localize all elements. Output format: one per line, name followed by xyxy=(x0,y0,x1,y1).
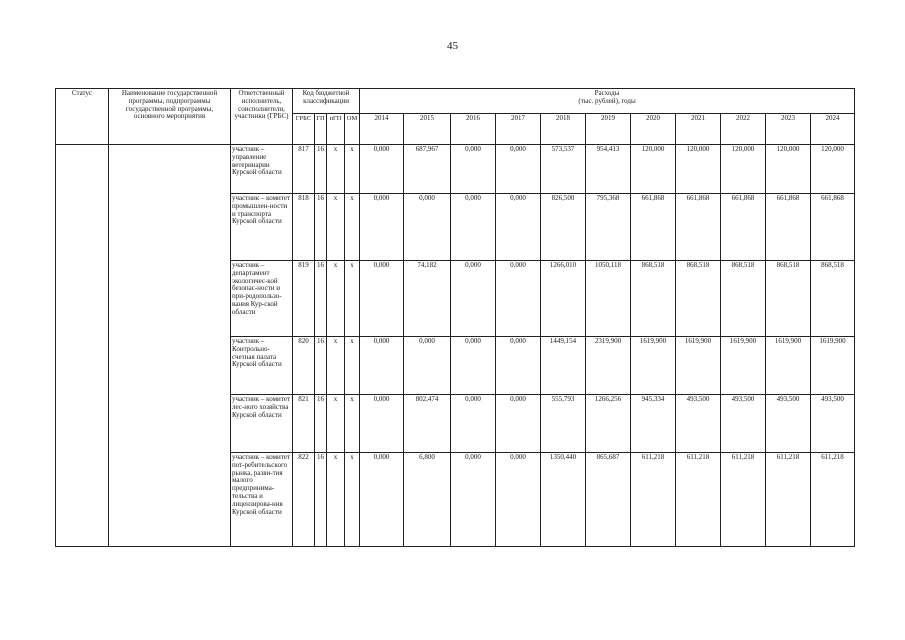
pgp-code: x xyxy=(327,194,345,261)
pgp-code: x xyxy=(327,395,345,453)
expense-value: 0,000 xyxy=(451,145,496,194)
gp-code: 16 xyxy=(315,194,327,261)
executor-cell: участник – Контрольно-счетная палата Курской области xyxy=(231,337,293,395)
expense-value: 0,000 xyxy=(451,395,496,453)
header-year: 2017 xyxy=(496,114,541,145)
expense-value: 954,413 xyxy=(586,145,631,194)
executor-cell: участник – департамент экологичес-кой безопас-ности и при-родопользо-вания Кур-ской области xyxy=(231,261,293,337)
expense-value: 687,967 xyxy=(404,145,451,194)
expense-value: 120,000 xyxy=(811,145,855,194)
gp-code: 16 xyxy=(315,261,327,337)
expense-value: 826,500 xyxy=(541,194,586,261)
expense-value: 611,218 xyxy=(676,453,721,547)
expense-value: 74,182 xyxy=(404,261,451,337)
pgp-code: x xyxy=(327,337,345,395)
expense-value: 0,000 xyxy=(404,194,451,261)
expense-value: 0,000 xyxy=(496,145,541,194)
program-name-cell xyxy=(109,145,231,547)
expense-value: 0,000 xyxy=(451,261,496,337)
om-code: x xyxy=(345,194,360,261)
expense-value: 2319,900 xyxy=(586,337,631,395)
header-year: 2023 xyxy=(766,114,811,145)
expense-value: 493,500 xyxy=(721,395,766,453)
header-year: 2016 xyxy=(451,114,496,145)
header-year: 2020 xyxy=(631,114,676,145)
pgp-code: x xyxy=(327,453,345,547)
expense-value: 661,868 xyxy=(811,194,855,261)
budget-table xyxy=(55,88,855,547)
expense-value: 1266,010 xyxy=(541,261,586,337)
expense-value: 0,000 xyxy=(496,194,541,261)
expense-value: 0,000 xyxy=(360,194,404,261)
pgp-code: x xyxy=(327,145,345,194)
grbs-code: 818 xyxy=(293,194,315,261)
gp-code: 16 xyxy=(315,453,327,547)
header-year: 2021 xyxy=(676,114,721,145)
header-year: 2022 xyxy=(721,114,766,145)
header-code-gp: ГП xyxy=(315,114,327,145)
expense-value: 661,868 xyxy=(676,194,721,261)
expense-value: 1266,256 xyxy=(586,395,631,453)
grbs-code: 817 xyxy=(293,145,315,194)
gp-code: 16 xyxy=(315,395,327,453)
expense-value: 0,000 xyxy=(451,194,496,261)
expense-value: 0,000 xyxy=(360,261,404,337)
header-code-grbs: ГРБС xyxy=(293,114,315,145)
expense-value: 0,000 xyxy=(451,337,496,395)
expense-value: 611,218 xyxy=(811,453,855,547)
header-year: 2019 xyxy=(586,114,631,145)
executor-cell: участник – комитет пот-ребительского рынка, разви-тия малого предпринима-тельства и лицензирова-ния Курской области xyxy=(231,453,293,547)
header-row-1 xyxy=(56,89,855,114)
om-code: x xyxy=(345,337,360,395)
expense-value: 0,000 xyxy=(496,453,541,547)
expense-value: 1619,900 xyxy=(631,337,676,395)
header-expenses: Расходы (тыс. рублей), годы xyxy=(360,89,855,114)
status-cell xyxy=(56,145,109,547)
expense-value: 0,000 xyxy=(451,453,496,547)
expense-value: 0,000 xyxy=(360,395,404,453)
header-executor: Ответственный исполнитель, соисполнители, участники (ГРБС) xyxy=(231,89,293,145)
expense-value: 661,868 xyxy=(721,194,766,261)
expense-value: 493,500 xyxy=(676,395,721,453)
expense-value: 1619,900 xyxy=(676,337,721,395)
header-code-om: ОМ xyxy=(345,114,360,145)
expense-value: 865,687 xyxy=(586,453,631,547)
header-year: 2015 xyxy=(404,114,451,145)
expense-value: 802,474 xyxy=(404,395,451,453)
om-code: x xyxy=(345,145,360,194)
expense-value: 1619,900 xyxy=(811,337,855,395)
executor-cell: участник – комитет промышлен-ности и транспорта Курской области xyxy=(231,194,293,261)
expense-value: 120,000 xyxy=(631,145,676,194)
expense-value: 611,218 xyxy=(766,453,811,547)
om-code: x xyxy=(345,395,360,453)
header-year: 2018 xyxy=(541,114,586,145)
expense-value: 0,000 xyxy=(360,453,404,547)
gp-code: 16 xyxy=(315,337,327,395)
expense-value: 493,500 xyxy=(811,395,855,453)
expense-value: 868,518 xyxy=(631,261,676,337)
expense-value: 0,000 xyxy=(360,337,404,395)
grbs-code: 820 xyxy=(293,337,315,395)
grbs-code: 822 xyxy=(293,453,315,547)
header-year: 2024 xyxy=(811,114,855,145)
expense-value: 661,868 xyxy=(766,194,811,261)
expense-value: 120,000 xyxy=(766,145,811,194)
header-code-pgp: пГП xyxy=(327,114,345,145)
expense-value: 1350,440 xyxy=(541,453,586,547)
expense-value: 120,000 xyxy=(676,145,721,194)
grbs-code: 819 xyxy=(293,261,315,337)
expense-value: 0,000 xyxy=(496,395,541,453)
executor-cell: участник – управление ветеринарии Курской области xyxy=(231,145,293,194)
expense-value: 1619,900 xyxy=(766,337,811,395)
expense-value: 1449,154 xyxy=(541,337,586,395)
expense-value: 0,000 xyxy=(496,337,541,395)
header-year: 2014 xyxy=(360,114,404,145)
header-status: Статус xyxy=(56,89,109,145)
expense-value: 795,368 xyxy=(586,194,631,261)
pgp-code: x xyxy=(327,261,345,337)
expense-value: 0,000 xyxy=(496,261,541,337)
expense-value: 868,518 xyxy=(721,261,766,337)
executor-cell: участник – комитет лес-ного хозяйства Курской области xyxy=(231,395,293,453)
expense-value: 573,537 xyxy=(541,145,586,194)
expense-value: 1050,118 xyxy=(586,261,631,337)
expense-value: 0,000 xyxy=(404,337,451,395)
expense-value: 945,334 xyxy=(631,395,676,453)
expense-value: 868,518 xyxy=(811,261,855,337)
om-code: x xyxy=(345,261,360,337)
header-program-name: Наименование государственной программы, подпрограммы государственной программы, основного мероприятия xyxy=(109,89,231,145)
expense-value: 868,518 xyxy=(766,261,811,337)
expense-value: 120,000 xyxy=(721,145,766,194)
expense-value: 1619,900 xyxy=(721,337,766,395)
expense-value: 611,218 xyxy=(721,453,766,547)
header-budget-classification: Код бюджетной классификации xyxy=(293,89,360,114)
expense-value: 555,793 xyxy=(541,395,586,453)
expense-value: 0,000 xyxy=(360,145,404,194)
grbs-code: 821 xyxy=(293,395,315,453)
table-row xyxy=(56,145,855,194)
om-code: x xyxy=(345,453,360,547)
expense-value: 611,218 xyxy=(631,453,676,547)
expense-value: 661,868 xyxy=(631,194,676,261)
page-number: 45 xyxy=(447,40,458,52)
expense-value: 868,518 xyxy=(676,261,721,337)
expense-value: 493,500 xyxy=(766,395,811,453)
gp-code: 16 xyxy=(315,145,327,194)
expense-value: 6,800 xyxy=(404,453,451,547)
